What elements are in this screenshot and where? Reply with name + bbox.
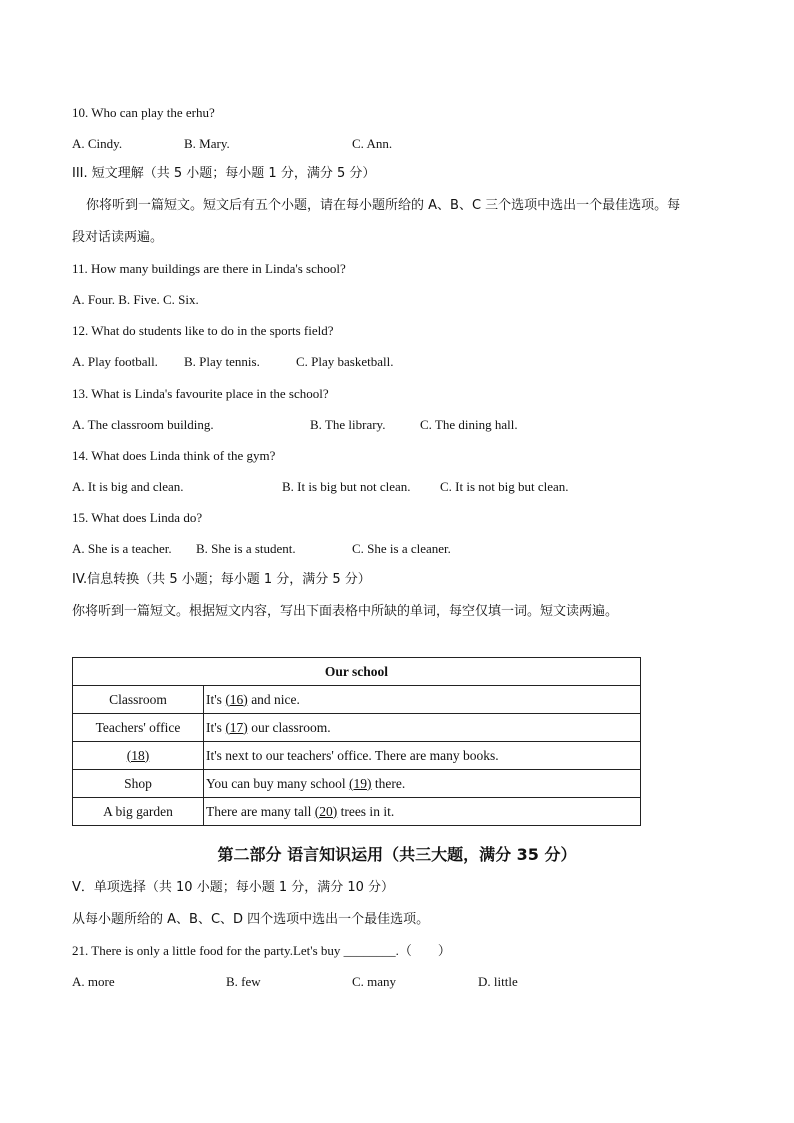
q15-option-b: B. She is a student.: [196, 541, 296, 556]
question-14: 14. What does Linda think of the gym?: [72, 448, 276, 463]
desc-text: It's: [206, 691, 226, 707]
table-row: [73, 798, 641, 826]
q13-option-b: B. The library.: [310, 417, 386, 432]
q15-option-a: A. She is a teacher.: [72, 541, 172, 556]
table-row: [73, 770, 641, 798]
section-5-heading: V．单项选择（共 10 小题；每小题 1 分，满分 10 分）: [72, 880, 395, 895]
table-title: Our school: [73, 658, 641, 686]
blank-17: (17): [225, 719, 248, 735]
q21-option-c: C. many: [352, 974, 397, 989]
section-3-heading: III. 短文理解（共 5 小题；每小题 1 分，满分 5 分）: [72, 166, 376, 181]
blank-19: (19): [349, 775, 372, 791]
q14-option-c: C. It is not big but clean.: [440, 479, 569, 494]
q10-option-c: C. Ann.: [352, 136, 393, 151]
q11-options: A. Four. B. Five. C. Six.: [72, 292, 199, 307]
section-3-instructions-cont: 段对话读两遍。: [72, 230, 164, 245]
q14-option-a: A. It is big and clean.: [72, 479, 184, 494]
desc-text: You can buy many school: [206, 775, 349, 791]
blank-16: (16): [225, 691, 248, 707]
question-10: 10. Who can play the erhu?: [72, 105, 215, 120]
q14-option-b: B. It is big but not clean.: [282, 479, 411, 494]
question-13: 13. What is Linda's favourite place in the school?: [72, 386, 329, 401]
q12-option-b: B. Play tennis.: [184, 354, 260, 369]
question-12: 12. What do students like to do in the sports field?: [72, 323, 334, 338]
table-place-cell: [73, 742, 204, 770]
desc-text: It's: [206, 719, 226, 735]
q21-option-a: A. more: [72, 974, 115, 989]
desc-text: our classroom.: [251, 719, 331, 735]
q10-option-b: B. Mary.: [184, 136, 230, 151]
question-11: 11. How many buildings are there in Linda's school?: [72, 261, 346, 276]
table-desc-cell: [204, 770, 641, 798]
blank-20: (20): [314, 803, 338, 819]
section-4-instructions: 你将听到一篇短文。根据短文内容，写出下面表格中所缺的单词，每空仅填一词。短文读两遍。: [72, 604, 619, 619]
desc-text: There are many tall: [206, 803, 315, 819]
table-row: [73, 686, 641, 714]
table-desc-cell: [204, 798, 641, 826]
q21-option-d: D. little: [478, 974, 518, 989]
question-15: 15. What does Linda do?: [72, 510, 203, 525]
table-place-cell: Shop: [73, 770, 204, 798]
q10-option-a: A. Cindy.: [72, 136, 123, 151]
table-place-cell: Teachers' office: [73, 714, 204, 742]
table-desc-cell: [204, 686, 641, 714]
table-row: [73, 742, 641, 770]
desc-text: there.: [374, 775, 406, 791]
q13-option-a: A. The classroom building.: [72, 417, 214, 432]
table-place-cell: Classroom: [73, 686, 204, 714]
table-desc-cell: It's next to our teachers' office. There are many books.: [204, 742, 641, 770]
part-2-heading: 第二部分 语言知识运用（共三大题，满分 35 分）: [217, 845, 577, 864]
table-row: [73, 714, 641, 742]
q12-option-a: A. Play football.: [72, 354, 158, 369]
desc-text: and nice.: [251, 691, 300, 707]
q13-option-c: C. The dining hall.: [420, 417, 518, 432]
our-school-table: [72, 657, 641, 826]
table-title-row: [73, 658, 641, 686]
section-5-instructions: 从每小题所给的 A、B、C、D 四个选项中选出一个最佳选项。: [72, 912, 430, 927]
section-4-heading: IV.信息转换（共 5 小题；每小题 1 分，满分 5 分）: [72, 572, 371, 587]
q21-option-b: B. few: [226, 974, 261, 989]
desc-text: trees in it.: [340, 803, 395, 819]
section-3-instructions: 你将听到一篇短文。短文后有五个小题，请在每小题所给的 A、B、C 三个选项中选出一个最佳选项。每: [86, 198, 681, 213]
q15-option-c: C. She is a cleaner.: [352, 541, 451, 556]
table-place-cell: A big garden: [73, 798, 204, 826]
q12-option-c: C. Play basketball.: [296, 354, 394, 369]
blank-18: (18): [126, 747, 150, 763]
question-21: 21. There is only a little food for the party.Let's buy ________.（ ）: [72, 943, 451, 958]
table-desc-cell: [204, 714, 641, 742]
